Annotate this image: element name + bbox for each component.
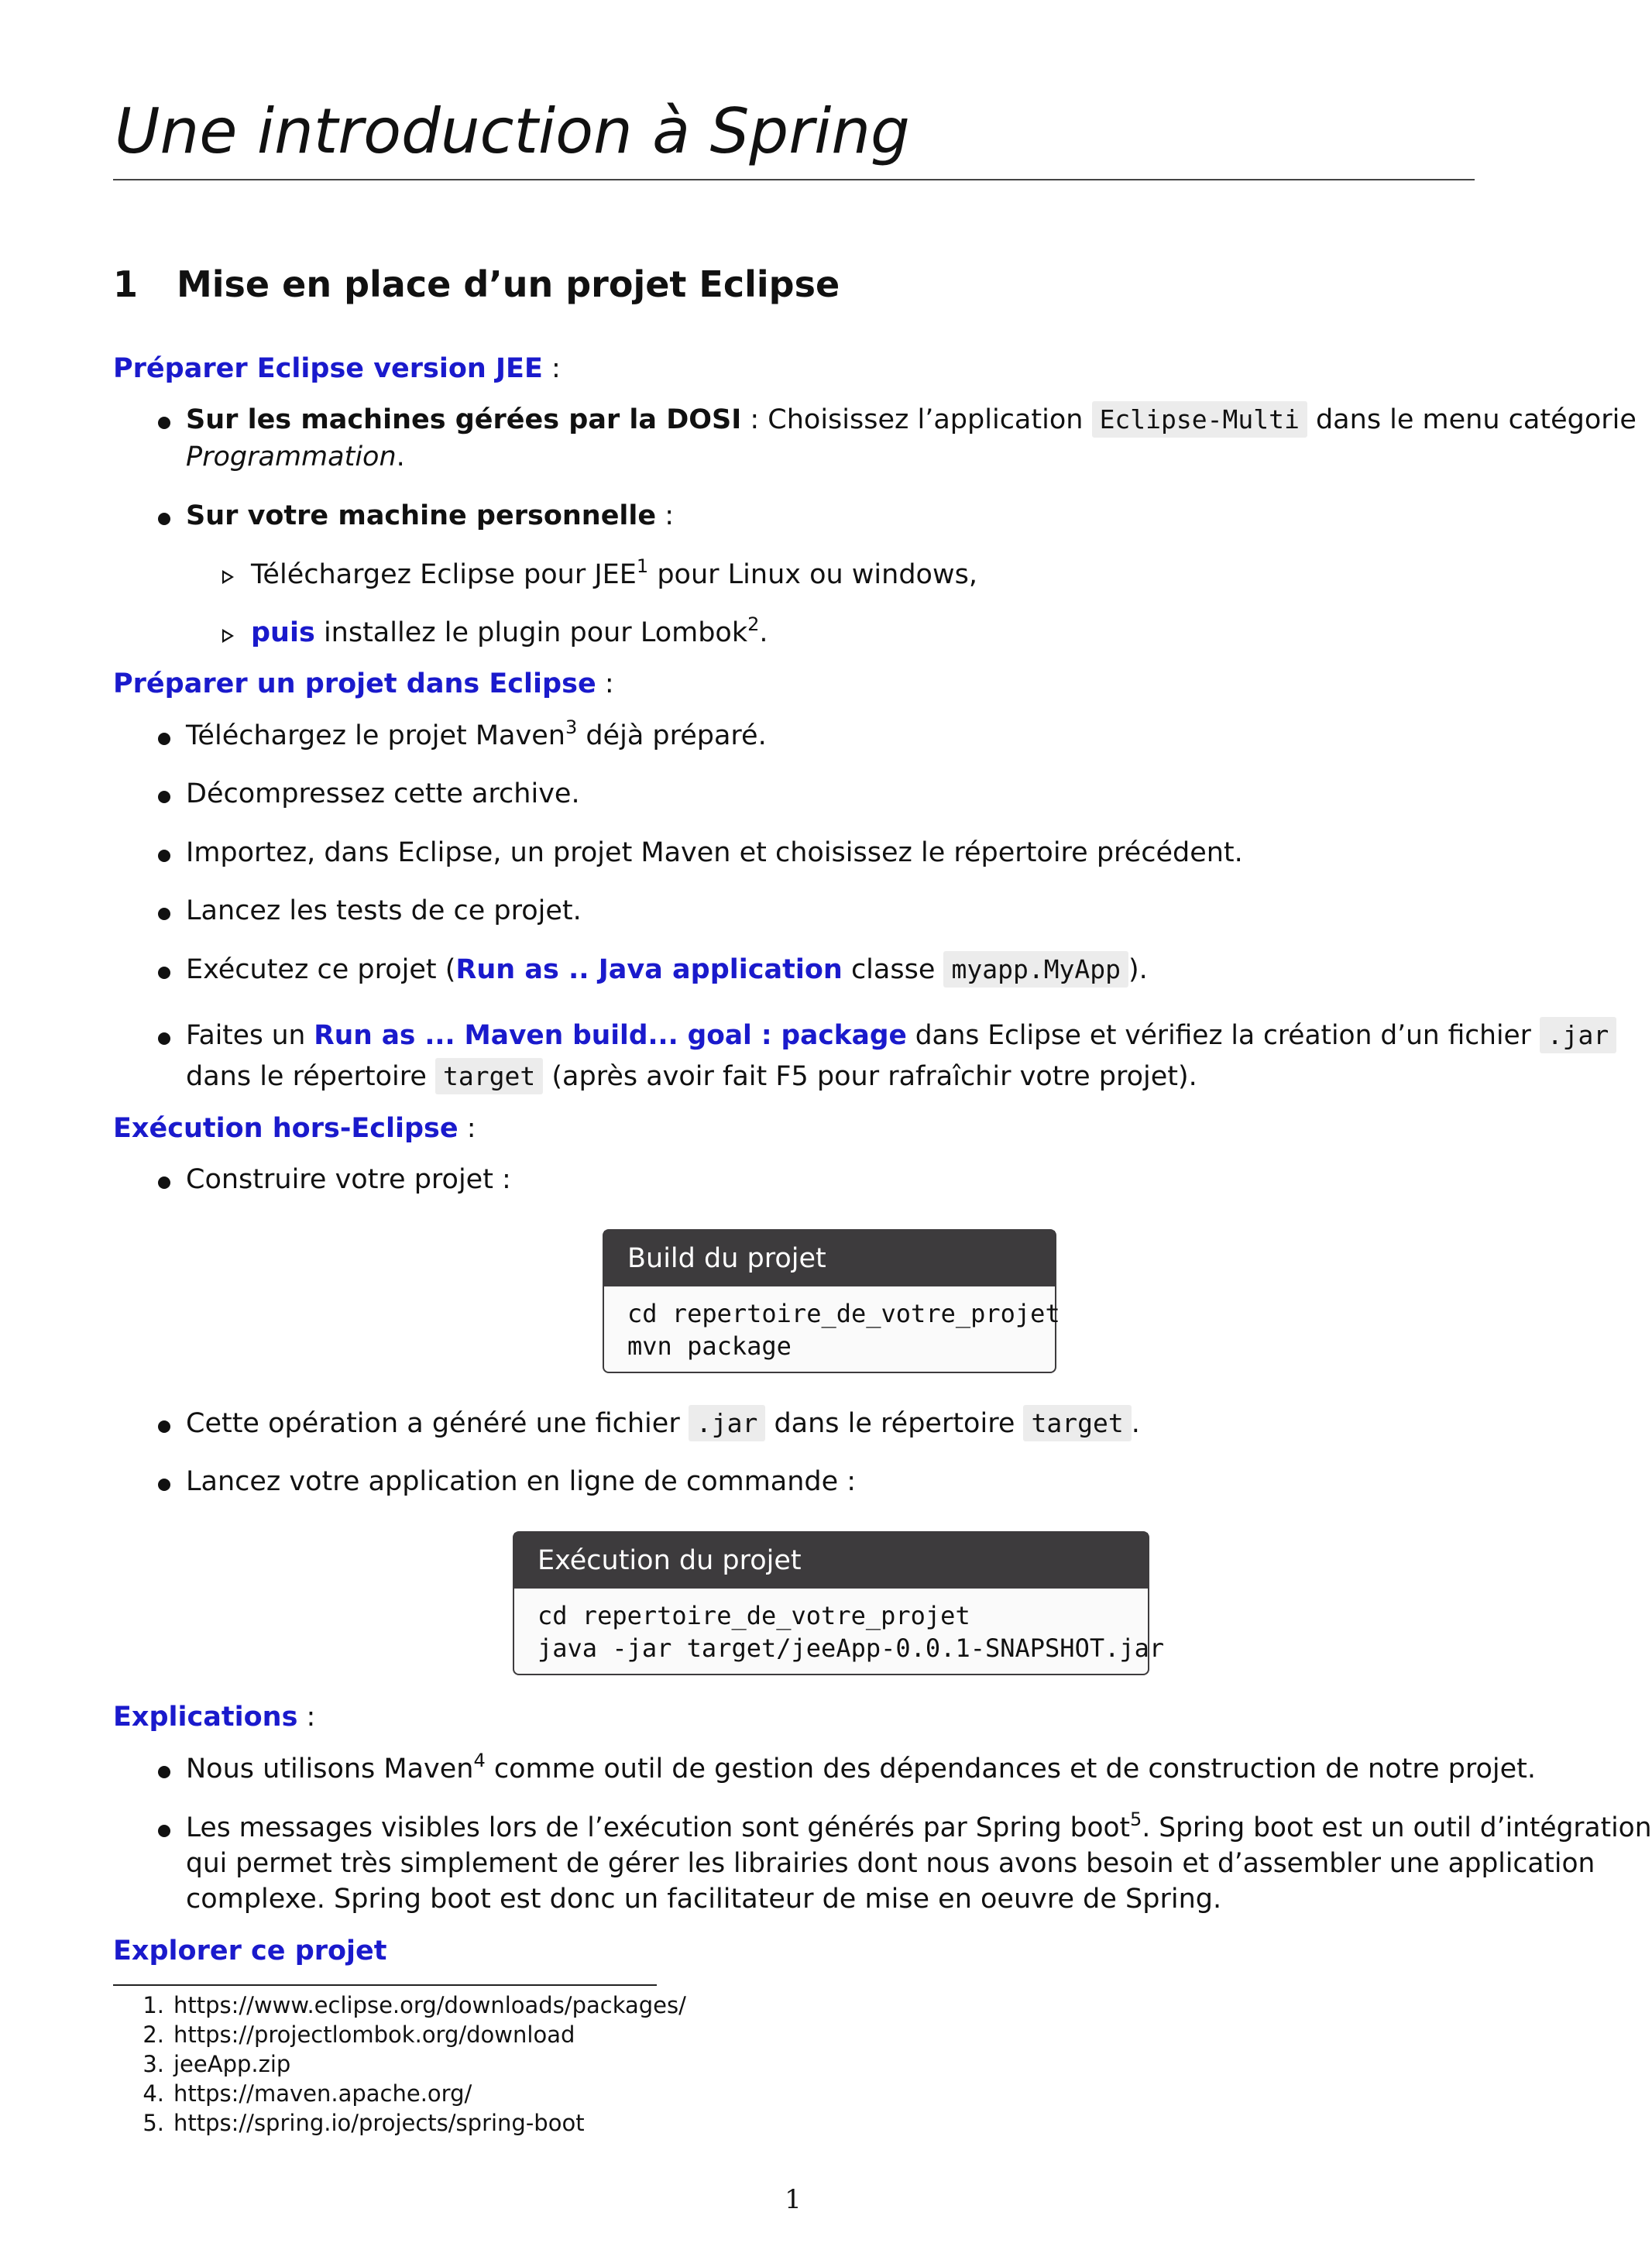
bullet-icon [158,1479,170,1491]
item-text: dans le menu catégorie [1307,404,1637,435]
item-text: Nous utilisons Maven [186,1754,474,1784]
list-item-dosi [186,404,1637,435]
code-line: java -jar target/jeeApp-0.0.1-SNAPSHOT.jar [538,1633,1165,1663]
section-heading [113,263,840,305]
item-text: . Spring boot est un outil d’intégration [1142,1812,1652,1843]
section-title: Mise en place d’un projet Eclipse [177,263,840,305]
page-number: 1 [785,2184,802,2215]
code-line: cd repertoire_de_votre_projet [538,1601,970,1630]
footnote-link[interactable]: https://projectlombok.org/download [173,2021,575,2048]
inline-code: Eclipse-Multi [1092,401,1307,438]
item-text: déjà préparé. [577,720,767,751]
footnote-ref: 2 [747,613,760,635]
list-item [186,954,1148,985]
title-divider [113,179,1475,180]
item-text: (après avoir fait F5 pour rafraîchir votre projet). [543,1061,1197,1092]
item-text: ). [1128,954,1148,985]
bullet-icon [158,417,170,429]
heading-colon: : [297,1702,316,1733]
list-item-cont: complexe. Spring boot est donc un facilitateur de mise en oeuvre de Spring. [186,1884,1222,1915]
code-box-exec [513,1531,1165,1675]
item-text: . [396,441,405,472]
footnote-ref: 4 [473,1750,486,1771]
code-line: cd repertoire_de_votre_projet [627,1299,1060,1328]
bullet-icon [158,1825,170,1837]
item-text: Téléchargez le projet Maven [186,720,565,751]
heading-text: Exécution hors-Eclipse [113,1113,459,1144]
heading-colon: : [542,353,561,384]
footnote [133,2080,472,2107]
item-emphasis: Run as .. Java application [455,954,843,985]
item-text: comme outil de gestion des dépendances et de construction de notre projet. [485,1754,1536,1784]
page-title: Une introduction à Spring [115,95,910,167]
footnote-ref: 5 [1130,1808,1142,1830]
item-text: : Choisissez l’application [741,404,1092,435]
inline-code: .jar [1540,1017,1616,1053]
footnote [133,2051,290,2077]
code-box-title: Build du projet [604,1231,1055,1286]
inline-code: target [1023,1405,1131,1441]
bullet-icon [158,791,170,803]
bullet-icon [158,1176,170,1189]
heading-colon: : [458,1113,476,1144]
footnote-link[interactable]: jeeApp.zip [173,2051,291,2077]
triangle-bullet-icon [222,570,234,584]
sublist-item-download-eclipse [251,555,977,590]
item-text: dans le répertoire [765,1408,1024,1439]
item-text: . [759,617,768,648]
triangle-bullet-icon [222,629,234,643]
heading-colon: : [596,668,614,699]
list-item: Importez, dans Eclipse, un projet Maven et choisissez le répertoire précédent. [186,837,1243,868]
footnote-divider [113,1984,657,1986]
paragraph-heading-prep-project [113,668,614,699]
list-item: Lancez votre application en ligne de commande : [186,1466,857,1497]
footnote-link[interactable]: https://spring.io/projects/spring-boot [173,2110,585,2136]
bullet-icon [158,1032,170,1045]
list-item: Décompressez cette archive. [186,778,580,809]
inline-code: .jar [689,1405,765,1441]
item-text: installez le plugin pour Lombok [314,617,748,648]
bullet-icon [158,1420,170,1433]
paragraph-heading-prep-eclipse [113,353,561,384]
list-item: Lancez les tests de ce projet. [186,895,582,926]
footnote-number: 4. [143,2080,164,2107]
list-item [186,716,767,751]
item-italic: Programmation [186,441,397,472]
bullet-icon [158,513,170,525]
item-text: Faites un [186,1020,314,1051]
footnote [133,2110,585,2136]
bullet-icon [158,1766,170,1778]
item-text: dans le répertoire [186,1061,436,1092]
item-text: . [1131,1408,1140,1439]
item-bold: Sur les machines gérées par la DOSI [186,404,742,435]
item-text: : [656,500,675,531]
list-item [186,1020,1616,1051]
footnote-ref: 3 [565,716,578,738]
item-text: pour Linux ou windows, [648,559,977,590]
heading-text: Préparer un projet dans Eclipse [113,668,596,699]
paragraph-heading-exec [113,1113,476,1144]
list-item-cont: qui permet très simplement de gérer les librairies dont nous avons besoin et d’assembler une application [186,1848,1595,1879]
code-box-content [514,1589,1165,1674]
item-text: dans Eclipse et vérifiez la création d’un fichier [906,1020,1540,1051]
footnote-link[interactable]: https://maven.apache.org/ [173,2080,472,2107]
item-emphasis: puis [251,617,315,648]
heading-text: Explications [113,1702,298,1733]
list-item-perso [186,500,674,531]
item-text: classe [842,954,944,985]
list-item [186,1750,1536,1784]
list-item-dosi-cont [186,441,405,472]
code-box-title: Exécution du projet [514,1533,1148,1589]
footnote-number: 1. [143,1992,164,2018]
list-item [186,1408,1140,1439]
footnote-number: 2. [143,2021,164,2048]
footnote-number: 5. [143,2110,164,2136]
footnote [133,1992,686,2018]
footnote-ref: 1 [636,555,649,577]
list-item [186,1808,1652,1843]
bullet-icon [158,850,170,862]
bullet-icon [158,967,170,979]
inline-code: target [435,1058,543,1094]
item-text: Cette opération a généré une fichier [186,1408,689,1439]
section-number: 1 [113,263,139,305]
footnote-link[interactable]: https://www.eclipse.org/downloads/packages/ [173,1992,686,2018]
paragraph-heading-explorer: Explorer ce projet [113,1936,387,1966]
code-box-content [604,1286,1060,1372]
code-line: mvn package [627,1331,792,1361]
paragraph-heading-explications [113,1702,315,1733]
item-bold: Sur votre machine personnelle [186,500,657,531]
footnote [133,2021,575,2048]
list-item-cont [186,1061,1197,1092]
sublist-item-lombok [251,613,768,648]
bullet-icon [158,733,170,745]
item-text: Exécutez ce projet ( [186,954,456,985]
inline-code: myapp.MyApp [943,951,1128,988]
item-emphasis: Run as ... Maven build... goal : package [314,1020,907,1051]
item-text: Téléchargez Eclipse pour JEE [251,559,637,590]
heading-text: Préparer Eclipse version JEE [113,353,543,384]
code-box-build [603,1229,1060,1373]
footnote-number: 3. [143,2051,164,2077]
list-item: Construire votre projet : [186,1164,511,1195]
bullet-icon [158,908,170,920]
item-text: Les messages visibles lors de l’exécution sont générés par Spring boot [186,1812,1131,1843]
